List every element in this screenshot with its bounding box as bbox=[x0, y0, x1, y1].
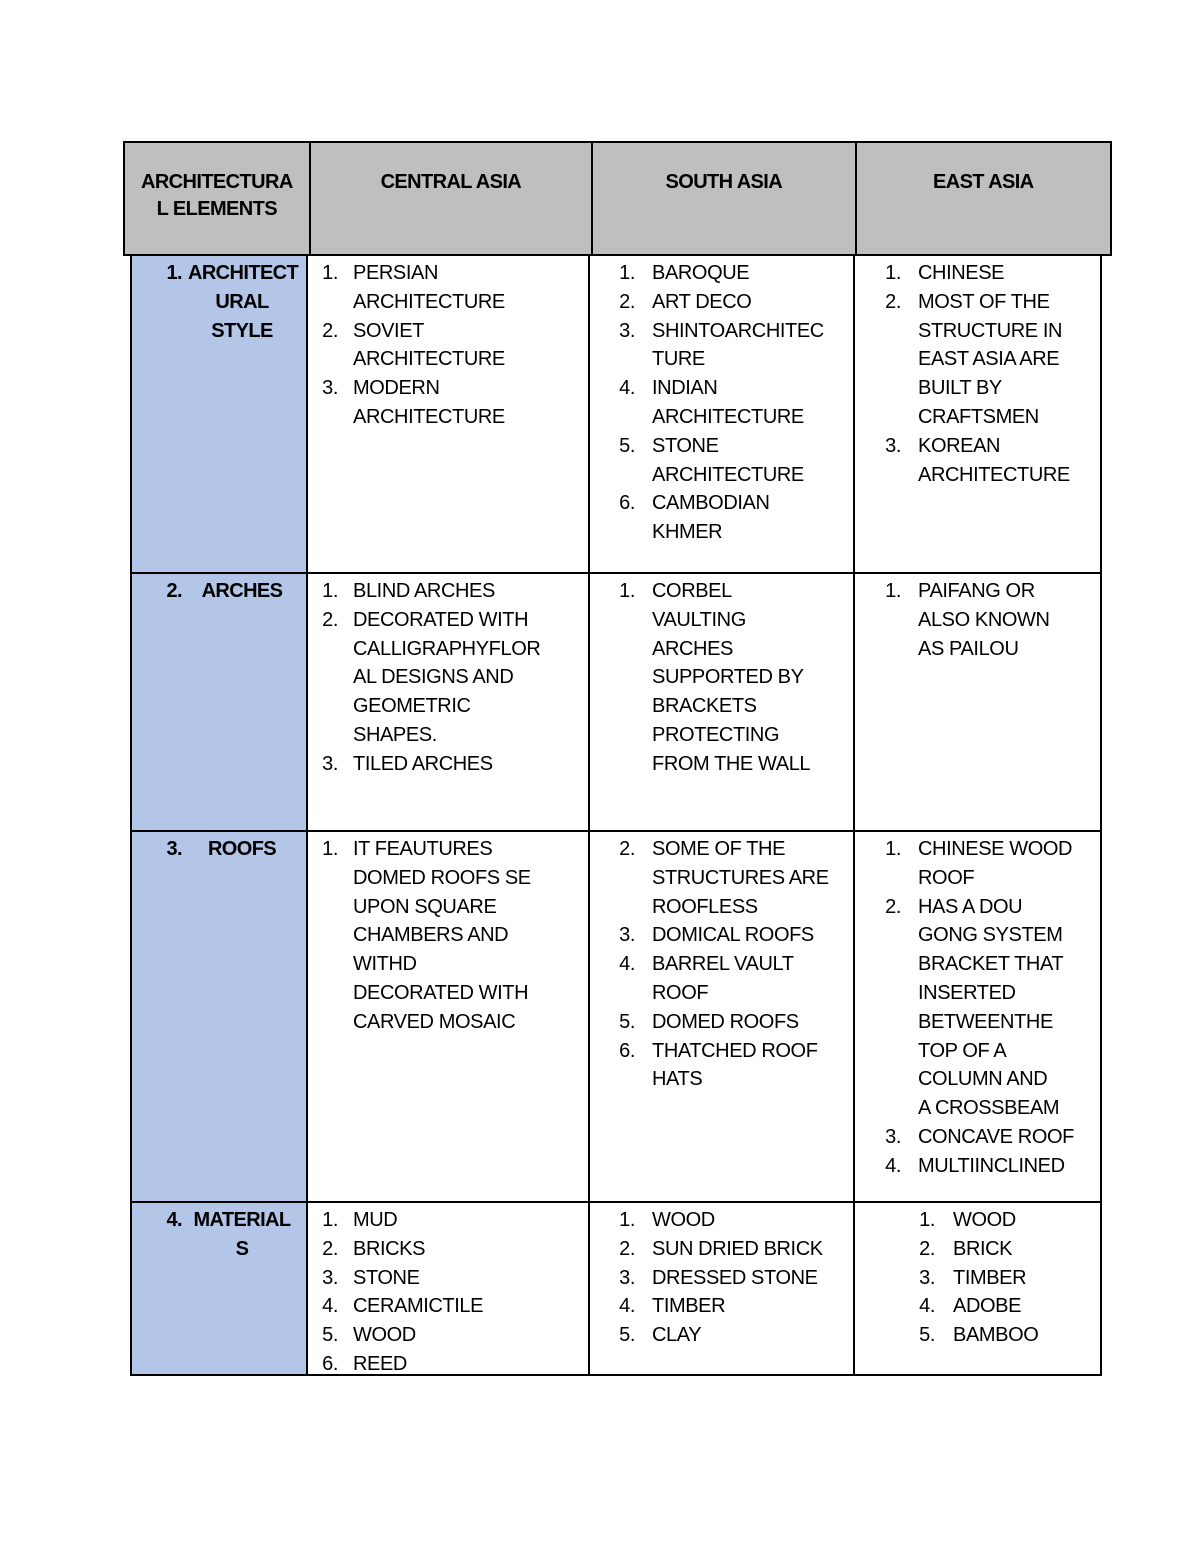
list-item-text: SHINTOARCHITEC TURE bbox=[652, 319, 824, 371]
list-item-text: MUD bbox=[353, 1209, 398, 1231]
list-item-text: ART DECO bbox=[652, 290, 752, 313]
list-item-number: 1. bbox=[322, 262, 338, 284]
list-item-text: KOREAN ARCHITECTURE bbox=[918, 434, 1070, 486]
list-item-number: 1. bbox=[885, 580, 901, 602]
cell-central bbox=[308, 574, 590, 830]
list-item bbox=[855, 1264, 1100, 1293]
list-item-text: BRICKS bbox=[353, 1237, 426, 1260]
list-item-number: 6. bbox=[322, 1352, 338, 1375]
list-item bbox=[308, 750, 588, 779]
list-item bbox=[308, 1235, 588, 1264]
list-item-number: 3. bbox=[322, 1266, 338, 1289]
list-item-text: REED bbox=[353, 1352, 407, 1375]
list-item-text: BAMBOO bbox=[953, 1324, 1039, 1347]
table-row bbox=[132, 830, 1100, 1201]
list-item-text: SUN DRIED BRICK bbox=[652, 1237, 823, 1260]
table-header-row bbox=[123, 141, 1112, 256]
list-item-text: CAMBODIAN KHMER bbox=[652, 492, 770, 544]
list-item-text: MOST OF THE STRUCTURE IN EAST ASIA ARE BUILT BY CRAFTSMEN bbox=[918, 290, 1063, 428]
list-item-text: BAROQUE bbox=[652, 262, 750, 284]
list-item bbox=[590, 577, 853, 779]
row-label-text: ROOFS bbox=[207, 838, 277, 860]
list-item bbox=[855, 1206, 1100, 1235]
list-item-text: DRESSED STONE bbox=[652, 1266, 818, 1289]
cell-south bbox=[590, 1203, 855, 1374]
list-item bbox=[590, 288, 853, 317]
list-item-number: 4. bbox=[619, 953, 635, 976]
cell-south bbox=[590, 832, 855, 1201]
item-list bbox=[308, 1206, 588, 1379]
list-item-number: 5. bbox=[919, 1324, 935, 1347]
cell-south bbox=[590, 256, 855, 572]
list-item bbox=[590, 1008, 853, 1037]
item-list bbox=[590, 835, 853, 1094]
list-item bbox=[590, 432, 853, 490]
cell-central bbox=[308, 256, 590, 572]
list-item bbox=[308, 1264, 588, 1293]
list-item-number: 2. bbox=[619, 838, 635, 860]
list-item bbox=[855, 577, 1100, 663]
list-item-number: 4. bbox=[322, 1295, 338, 1318]
list-item bbox=[590, 317, 853, 375]
list-item-number: 1. bbox=[919, 1209, 935, 1231]
list-item bbox=[590, 950, 853, 1008]
list-item-text: CLAY bbox=[652, 1324, 702, 1347]
list-item bbox=[308, 1292, 588, 1321]
item-list bbox=[590, 259, 853, 547]
list-item-number: 2. bbox=[885, 290, 901, 313]
list-item bbox=[590, 259, 853, 288]
list-item-text: WOOD bbox=[353, 1324, 416, 1347]
item-list bbox=[308, 259, 588, 432]
list-item-number: 3. bbox=[322, 752, 338, 775]
list-item-text: CORBEL VAULTING ARCHES SUPPORTED BY BRACKETS PROTECTING FROM THE WALL bbox=[652, 580, 811, 775]
list-item-text: BLIND ARCHES bbox=[353, 580, 495, 602]
cell-central bbox=[308, 832, 590, 1201]
list-item-text: WOOD bbox=[652, 1209, 715, 1231]
list-item bbox=[590, 489, 853, 547]
row-label-number: 1. bbox=[166, 262, 182, 284]
comparison-table bbox=[130, 256, 1102, 1376]
list-item-number: 2. bbox=[322, 608, 338, 631]
list-item bbox=[855, 288, 1100, 432]
list-item-text: THATCHED ROOF HATS bbox=[652, 1039, 818, 1091]
list-item bbox=[590, 1235, 853, 1264]
row-label-text: MATERIAL S bbox=[193, 1209, 291, 1260]
list-item-text: BRICK bbox=[953, 1237, 1013, 1260]
list-item-text: PAIFANG OR ALSO KNOWN AS PAILOU bbox=[918, 580, 1050, 660]
list-item bbox=[855, 835, 1100, 893]
list-item-number: 5. bbox=[619, 1010, 635, 1033]
list-item-text: CHINESE WOOD ROOF bbox=[918, 838, 1073, 889]
list-item-number: 3. bbox=[619, 924, 635, 947]
item-list bbox=[855, 577, 1100, 663]
list-item-number: 2. bbox=[322, 319, 338, 342]
list-item-number: 5. bbox=[619, 434, 635, 457]
item-list bbox=[590, 577, 853, 779]
list-item bbox=[590, 1037, 853, 1095]
row-label-number: 4. bbox=[166, 1209, 182, 1231]
item-list bbox=[855, 1206, 1100, 1350]
list-item-number: 1. bbox=[619, 580, 635, 602]
list-item bbox=[308, 835, 588, 1037]
list-item bbox=[855, 1123, 1100, 1152]
list-item-number: 1. bbox=[619, 1209, 635, 1231]
list-item bbox=[590, 1264, 853, 1293]
list-item bbox=[308, 1321, 588, 1350]
row-label-text: ARCHES bbox=[201, 580, 283, 602]
list-item bbox=[590, 835, 853, 921]
list-item-number: 3. bbox=[322, 377, 338, 400]
list-item bbox=[590, 1321, 853, 1350]
list-item bbox=[308, 1206, 588, 1235]
list-item-number: 5. bbox=[619, 1324, 635, 1347]
list-item-number: 2. bbox=[619, 290, 635, 313]
list-item-number: 1. bbox=[619, 262, 635, 284]
list-item-number: 6. bbox=[619, 1039, 635, 1062]
list-item bbox=[855, 432, 1100, 490]
list-item bbox=[308, 1350, 588, 1379]
header-central-asia: CENTRAL ASIA bbox=[311, 143, 593, 254]
list-item-text: DOMICAL ROOFS bbox=[652, 924, 814, 947]
list-item bbox=[855, 893, 1100, 1123]
list-item bbox=[308, 259, 588, 317]
list-item-number: 1. bbox=[885, 262, 901, 284]
list-item-number: 2. bbox=[885, 895, 901, 918]
item-list bbox=[308, 577, 588, 779]
list-item bbox=[855, 1152, 1100, 1181]
list-item bbox=[308, 374, 588, 432]
list-item-number: 6. bbox=[619, 492, 635, 515]
list-item-text: WOOD bbox=[953, 1209, 1016, 1231]
header-architectural-elements: ARCHITECTURA L ELEMENTS bbox=[125, 143, 311, 254]
list-item-text: CERAMICTILE bbox=[353, 1295, 484, 1318]
list-item bbox=[855, 1321, 1100, 1350]
list-item-text: INDIAN ARCHITECTURE bbox=[652, 377, 804, 428]
table-row bbox=[132, 256, 1100, 572]
list-item-text: IT FEAUTURES DOMED ROOFS SE UPON SQUARE CHAMBERS AND WITHD DECORATED WITH CARVED MOSAIC bbox=[353, 838, 531, 1033]
list-item-number: 1. bbox=[322, 1209, 338, 1231]
list-item-text: STONE bbox=[353, 1266, 420, 1289]
list-item-text: TILED ARCHES bbox=[353, 752, 493, 775]
list-item-number: 4. bbox=[619, 1295, 635, 1318]
list-item-text: DECORATED WITH CALLIGRAPHYFLOR AL DESIGNS AND GEOMETRIC SHAPES. bbox=[353, 608, 541, 746]
list-item-number: 4. bbox=[619, 377, 635, 400]
list-item bbox=[590, 1292, 853, 1321]
cell-east bbox=[855, 832, 1100, 1201]
item-list bbox=[855, 259, 1100, 489]
table-row bbox=[132, 572, 1100, 830]
list-item bbox=[308, 577, 588, 606]
list-item-text: CHINESE bbox=[918, 262, 1005, 284]
list-item-text: CONCAVE ROOF bbox=[918, 1125, 1074, 1148]
list-item-number: 1. bbox=[322, 838, 338, 860]
list-item-number: 1. bbox=[885, 838, 901, 860]
list-item-number: 4. bbox=[885, 1154, 901, 1177]
list-item-number: 2. bbox=[919, 1237, 935, 1260]
list-item-text: STONE ARCHITECTURE bbox=[652, 434, 804, 486]
list-item-text: MODERN ARCHITECTURE bbox=[353, 377, 505, 428]
cell-east bbox=[855, 1203, 1100, 1374]
row-label-cell bbox=[132, 256, 308, 572]
cell-east bbox=[855, 256, 1100, 572]
list-item-text: HAS A DOU GONG SYSTEM BRACKET THAT INSERTED BETWEENTHE TOP OF A COLUMN AND A CROSSBEAM bbox=[918, 895, 1064, 1120]
row-label-number: 3. bbox=[166, 838, 182, 860]
list-item-number: 3. bbox=[885, 1125, 901, 1148]
row-label-text: ARCHITECT URAL STYLE bbox=[188, 262, 299, 342]
list-item-number: 3. bbox=[619, 1266, 635, 1289]
list-item-number: 3. bbox=[885, 434, 901, 457]
list-item bbox=[855, 259, 1100, 288]
list-item-number: 2. bbox=[619, 1237, 635, 1260]
list-item-number: 5. bbox=[322, 1324, 338, 1347]
list-item-number: 1. bbox=[322, 580, 338, 602]
list-item-text: SOVIET ARCHITECTURE bbox=[353, 319, 505, 371]
list-item bbox=[308, 317, 588, 375]
list-item bbox=[855, 1235, 1100, 1264]
list-item-text: SOME OF THE STRUCTURES ARE ROOFLESS bbox=[652, 838, 829, 918]
list-item bbox=[308, 606, 588, 750]
list-item-number: 4. bbox=[919, 1295, 935, 1318]
cell-east bbox=[855, 574, 1100, 830]
row-label-cell bbox=[132, 1203, 308, 1374]
row-label-cell bbox=[132, 574, 308, 830]
list-item-number: 3. bbox=[619, 319, 635, 342]
row-label-number: 2. bbox=[166, 580, 182, 602]
list-item bbox=[855, 1292, 1100, 1321]
list-item-number: 3. bbox=[919, 1266, 935, 1289]
item-list bbox=[855, 835, 1100, 1181]
item-list bbox=[590, 1206, 853, 1350]
list-item bbox=[590, 921, 853, 950]
cell-south bbox=[590, 574, 855, 830]
list-item-text: TIMBER bbox=[953, 1266, 1027, 1289]
item-list bbox=[308, 835, 588, 1037]
list-item-text: MULTIINCLINED bbox=[918, 1154, 1065, 1177]
header-east-asia: EAST ASIA bbox=[932, 171, 1034, 193]
row-label-cell bbox=[132, 832, 308, 1201]
list-item-text: DOMED ROOFS bbox=[652, 1010, 799, 1033]
list-item bbox=[590, 1206, 853, 1235]
list-item bbox=[590, 374, 853, 432]
table-row bbox=[132, 1201, 1100, 1374]
list-item-number: 2. bbox=[322, 1237, 338, 1260]
list-item-text: TIMBER bbox=[652, 1295, 726, 1318]
cell-central bbox=[308, 1203, 590, 1374]
header-south-asia: SOUTH ASIA bbox=[593, 143, 856, 254]
list-item-text: PERSIAN ARCHITECTURE bbox=[353, 262, 505, 313]
list-item-text: BARREL VAULT ROOF bbox=[652, 953, 794, 1004]
list-item-text: ADOBE bbox=[953, 1295, 1022, 1318]
